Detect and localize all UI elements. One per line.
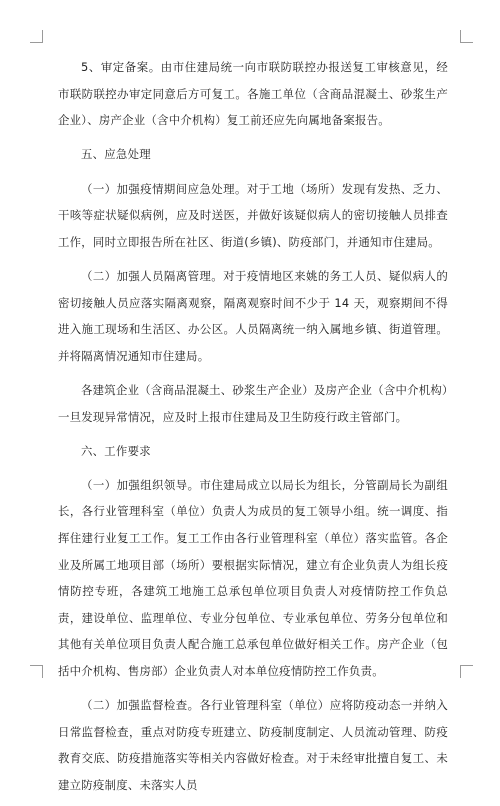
paragraph-anomaly-reporting: 各建筑企业（含商品混凝土、砂浆生产企业）及房产企业（含中介机构）一旦发现异常情况，应及时上报市住建局及卫生防疫行政主管部门。 — [58, 382, 448, 424]
paragraph-organization-leadership: （一）加强组织领导。市住建局成立以局长为组长，分管副局长为副组长，各行业管理科室（单位）负责人为成员的复工领导小组。统一调度、指挥住建行业复工工作。复工工作由各行业管理科室（单位）落实监管。各企业及所属工地项目部（场所）要根据实际情况，建立有企业负责人为组长疫情防控专班，各建筑工地施工总承包单位项目负责人对疫情防控工作负总责，建设单位、监理单位、专业分包单位、专业承包单位、劳务分包单位和其他有关单位项目负责人配合施工总承包单位做好相关工作。房产企业（包括中介机构、售房部）企业负责人对本单位疫情防控工作负责。 — [58, 477, 448, 679]
paragraph-filing-approval: 5、审定备案。由市住建局统一向市联防联控办报送复工审核意见，经市联防联控办审定同意后方可复工。各施工单位（含商品混凝土、砂浆生产企业）、房产企业（含中介机构）复工前还应先向属地备案报告。 — [58, 60, 448, 128]
crop-mark-bottom-left — [30, 665, 43, 678]
paragraph-supervision-inspection: （二）加强监督检查。各行业管理科室（单位）应将防疫动态一并纳入日常监督检查，重点对防疫专班建立、防疫制度制定、人员流动管理、防疫教育交底、防疫措施落实等相关内容做好检查。对于未经审批擅自复工、未建立防疫制度、未落实人员 — [58, 698, 448, 792]
paragraph-emergency-handling: （一）加强疫情期间应急处理。对于工地（场所）发现有发热、乏力、干咳等症状疑似病例，应及时送医，并做好该疑似病人的密切接触人员排查工作，同时立即报告所在社区、街道(乡镇)、防疫部门，并通知市住建局。 — [58, 181, 448, 249]
crop-mark-bottom-right — [460, 665, 473, 678]
paragraph-isolation-management: （二）加强人员隔离管理。对于疫情地区来姚的务工人员、疑似病人的密切接触人员应落实隔离观察，隔离观察时间不少于 14 天，观察期间不得进入施工现场和生活区、办公区。人员隔离统一纳入属地乡镇、街道管理。并将隔离情况通知市住建局。 — [58, 268, 448, 363]
document-body — [58, 54, 448, 806]
crop-mark-top-left — [30, 30, 43, 43]
section-heading-emergency: 五、应急处理 — [81, 147, 151, 162]
crop-mark-top-right — [460, 30, 473, 43]
section-heading-requirements: 六、工作要求 — [81, 443, 151, 458]
